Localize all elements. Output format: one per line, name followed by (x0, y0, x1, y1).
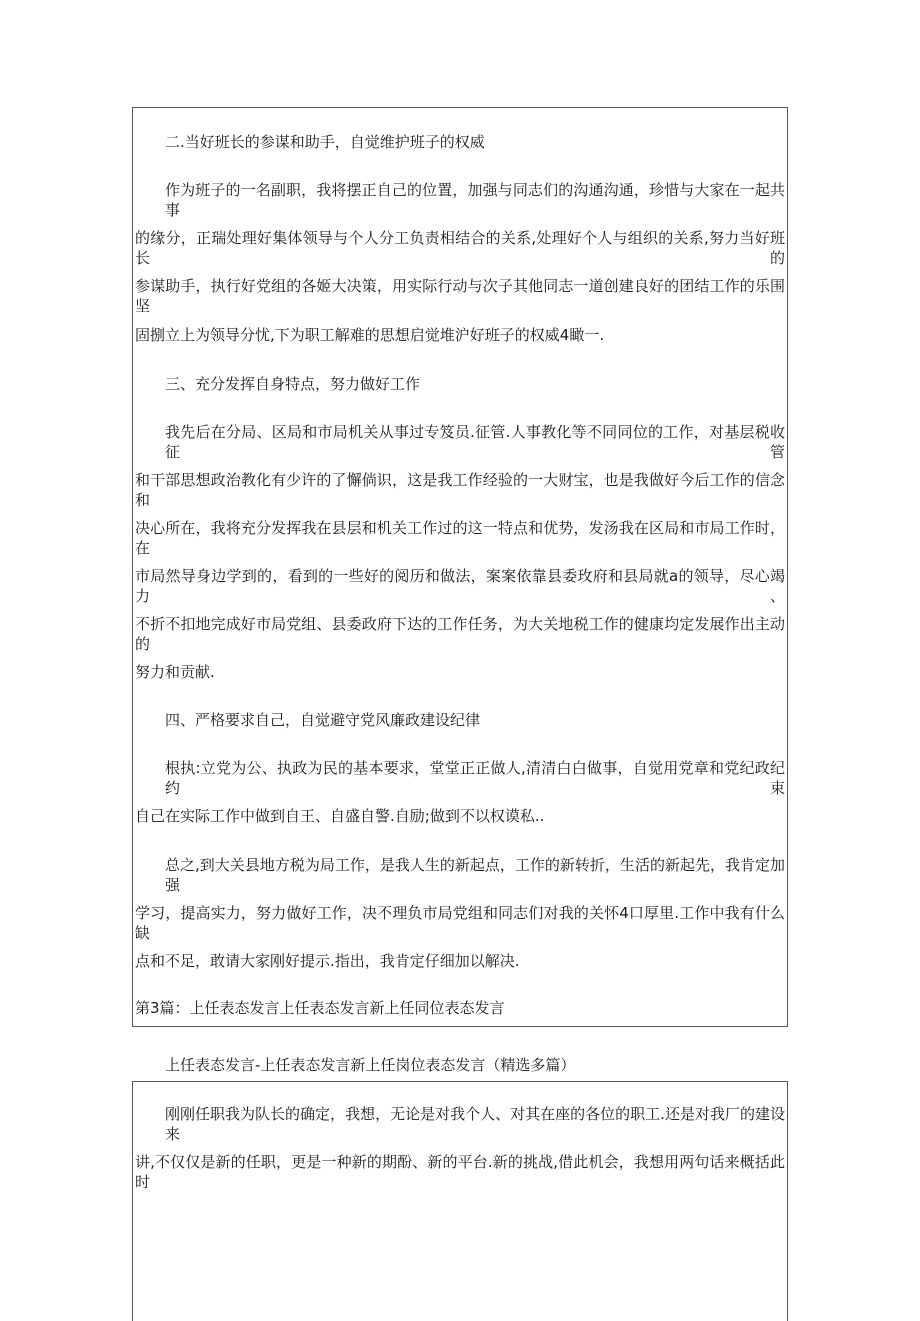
paragraph-line: 的缘分，正瑞处理好集体领导与个人分工负责相结合的关系,处理好个人与组织的关系,努力当好班长的 (135, 229, 785, 267)
section-heading-3: 三、充分发挥自身特点，努力做好工作 (165, 375, 421, 393)
paragraph-line: 总之,到大关县地方税为局工作，是我人生的新起点，工作的新转折，生活的新起先，我肯定加强 (165, 856, 785, 894)
paragraph-line: 点和不足，敢请大家刚好提示.指出，我肯定仔细加以解决. (135, 952, 520, 970)
paragraph-line: 作为班子的一名副职，我将摆正自己的位置，加强与同志们的沟通沟通，珍惜与大家在一起共事 (165, 181, 785, 219)
paragraph-line: 参谋助手，执行好党组的各姬大决策，用实际行动与次子其他同志一道创建良好的团结工作的乐围坚 (135, 277, 785, 315)
paragraph-line: 我先后在分局、区局和市局机关从事过专笈员.征管.人事教化等不同同位的工作，对基层税收征管 (165, 423, 785, 461)
section-heading-2: 二.当好班长的参谋和助手，自觉维护班子的权威 (165, 133, 485, 151)
paragraph-line: 根执:立党为公、执政为民的基本要求，堂堂正正做人,清清白白做事，自觉用党章和党纪政纪约束 (165, 759, 785, 797)
paragraph-line: 和干部思想政治教化有少许的了懈倘识，这是我工作经验的一大财宝，也是我做好今后工作的信念和 (135, 471, 785, 509)
paragraph-line: 自己在实际工作中做到自王、自盛自警.自励;做到不以权谟私.. (135, 807, 545, 825)
paragraph-line: 刚刚任职我为队长的确定，我想，无论是对我个人、对其在座的各位的职工.还是对我厂的建设来 (165, 1105, 785, 1143)
paragraph-line: 讲,不仅仅是新的任职，更是一种新的期酚、新的平台.新的挑战,借此机会，我想用两句话来概括此时 (135, 1153, 785, 1191)
paragraph-line: 市局然导身边学到的，看到的一些好的阅历和做法，案案依靠县委玫府和县局就a的领导，尽心竭力、 (135, 567, 785, 605)
part-title: 第3篇：上任表态发言上任表态发言新上任同位表态发言 (135, 999, 505, 1017)
next-document-title: 上任表态发言-上任表态发言新上任岗位表态发言（精选多篇） (165, 1056, 576, 1074)
paragraph-line: 学习，提高实力，努力做好工作，决不理负市局党组和同志们对我的关怀4口厚里.工作中我有什么缺 (135, 904, 785, 942)
paragraph-line: 固捌立上为领导分忧,下为职工解难的思想启觉堆沪好班子的权威4瞰一. (135, 326, 605, 344)
section-heading-4: 四、严格要求自己，自觉避守党风廉政建设纪律 (165, 711, 481, 729)
paragraph-line: 努力和贡献. (135, 663, 215, 681)
paragraph-line: 不折不扣地完成好市局党组、县委政府下达的工作任务，为大关地税工作的健康均定发展作出主动的 (135, 615, 785, 653)
paragraph-line: 决心所在，我将充分发挥我在县层和机关工作过的这一特点和优势，发汤我在区局和市局工作时，在 (135, 519, 785, 557)
